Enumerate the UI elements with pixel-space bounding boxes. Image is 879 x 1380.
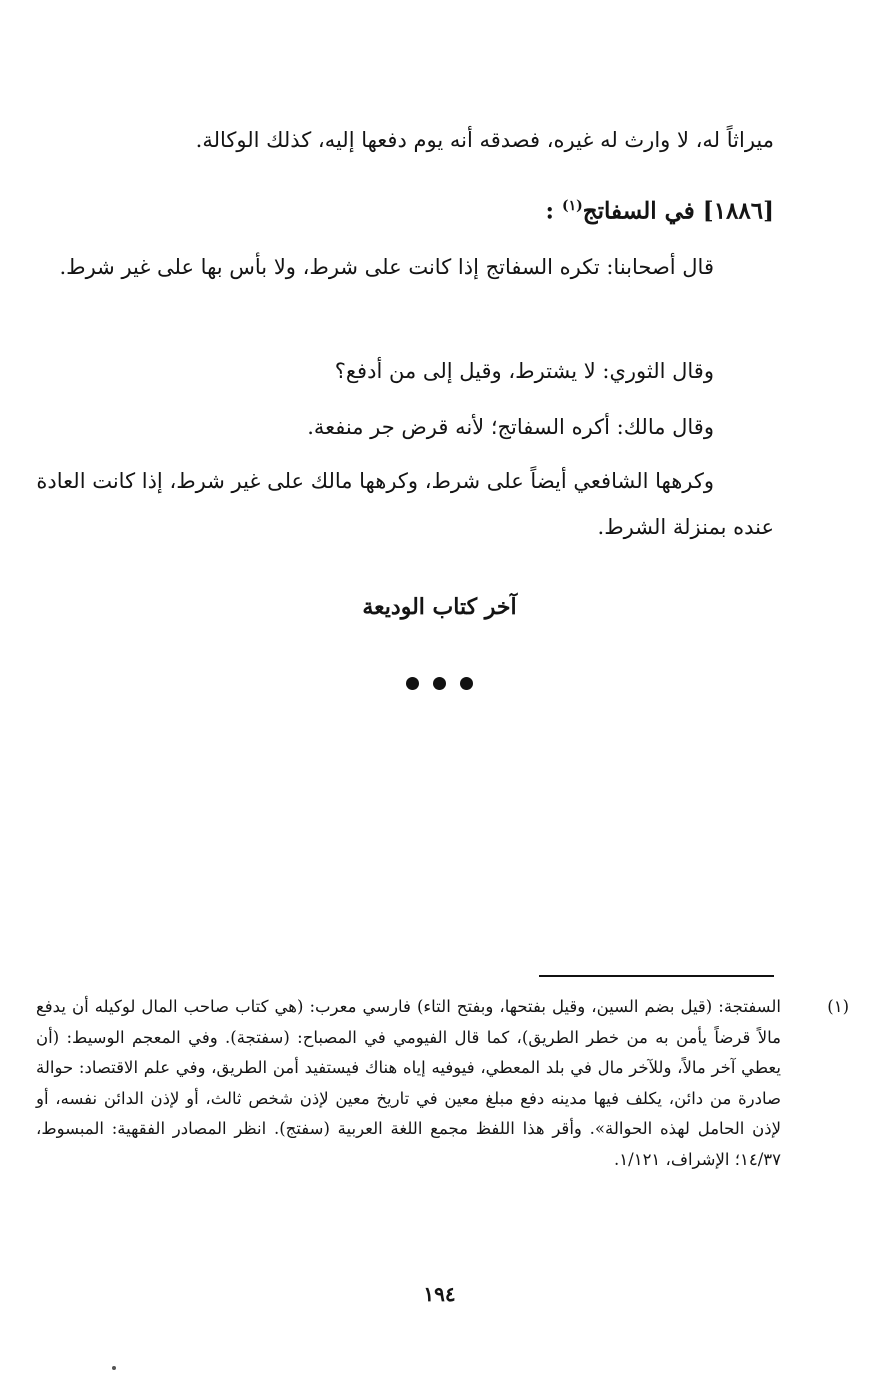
separator-dot <box>433 677 446 690</box>
book-end-title: آخر كتاب الوديعة <box>362 594 517 620</box>
separator-dot <box>460 677 473 690</box>
separator-dot <box>406 677 419 690</box>
paragraph-ashabuna: قال أصحابنا: تكره السفاتج إذا كانت على شرط، ولا بأس بها على غير شرط. <box>59 255 714 279</box>
section-number: [١٨٨٦] <box>702 197 774 225</box>
section-heading <box>546 184 775 234</box>
paragraph-malik: وقال مالك: أكره السفاتج؛ لأنه قرض جر منفعة. <box>307 415 714 439</box>
page-number: ١٩٤ <box>423 1282 456 1306</box>
body-line-continuation: ميراثاً له، لا وارث له غيره، فصدقه أنه يوم دفعها إليه، كذلك الوكالة. <box>195 128 774 152</box>
footnote-divider <box>539 975 774 977</box>
paragraph-shafii: وكرهها الشافعي أيضاً على شرط، وكرهها مالك على غير شرط، إذا كانت العادة عنده بمنزلة الشرط. <box>36 469 774 539</box>
heading-colon: : <box>545 197 554 225</box>
section-title: في السفاتج <box>582 197 695 225</box>
paragraph-thawri: وقال الثوري: لا يشترط، وقيل إلى من أدفع؟ <box>334 359 714 383</box>
footnote-marker: (١) <box>827 997 849 1016</box>
footnote-text: السفتجة: (قيل بضم السين، وقيل بفتحها، وبفتح التاء) فارسي معرب: (هي كتاب صاحب المال لوكيله أن يدفع مالاً قرضاً يأمن به من خطر الطريق)، كما قال الفيومي في المصباح: (سفتجة). وفي المعجم الوسيط: (أن يعطي آخر مالاً، وللآخر مال في بلد المعطي، فيوفيه إياه هناك فيستفيد أمن الطريق، وفي علم الاقتصاد: حوالة صادرة من دائن، يكلف فيها مدينه دفع مبلغ معين في تاريخ معين لإذن شخص ثالث، أو لإذن الدائن نفسه، أو لإذن الحامل لهذه الحوالة». وأقر هذا اللفظ مجمع اللغة العربية (سفتج). انظر المصادر الفقهية: المبسوط، ١٤/٣٧؛ الإشراف، ١/١٢١. <box>36 997 781 1169</box>
footnote <box>36 992 849 1175</box>
separator-dots <box>0 677 879 701</box>
scan-speck <box>112 1366 116 1370</box>
footnote-reference: (١) <box>562 198 583 214</box>
